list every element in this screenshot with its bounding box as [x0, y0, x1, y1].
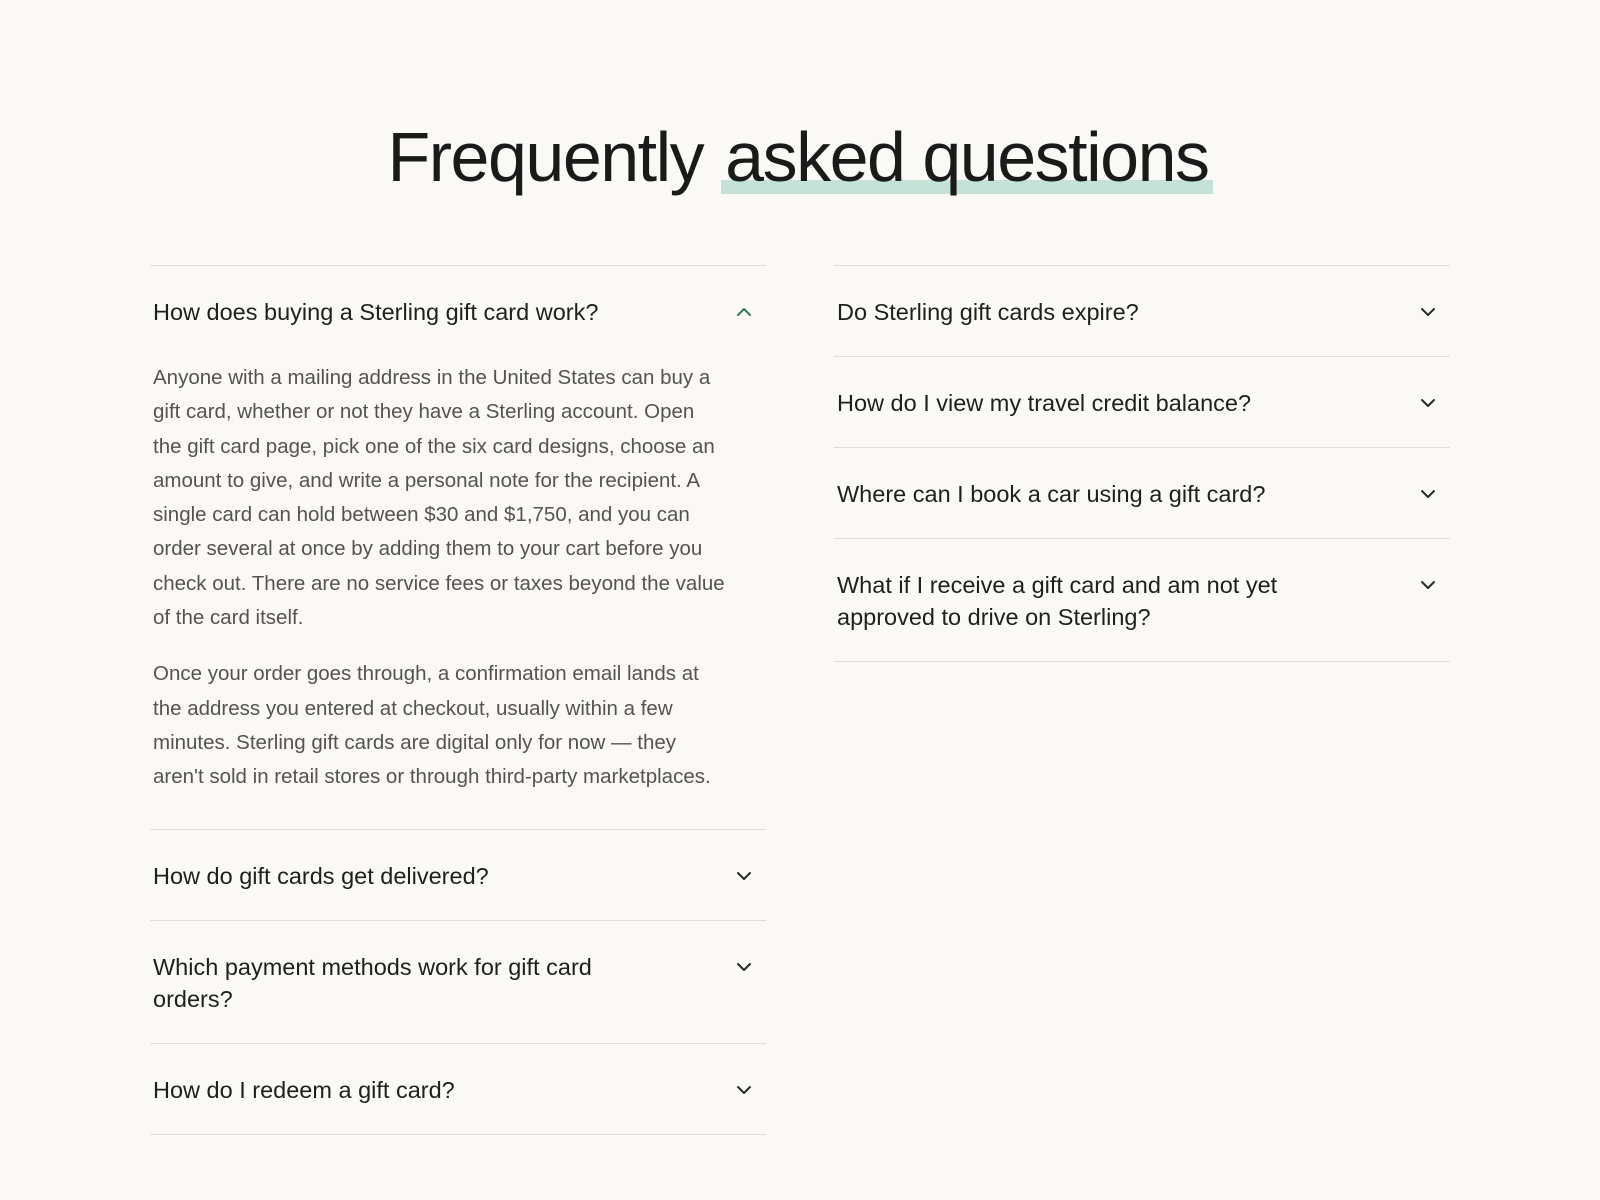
page-title [387, 112, 1212, 202]
faq-question: How does buying a Sterling gift card work? [153, 299, 599, 325]
faq-question: What if I receive a gift card and am not yet approved to drive on Sterling? [837, 572, 1278, 630]
chevron-down-icon[interactable] [1418, 575, 1438, 595]
faq-column-right [834, 265, 1450, 662]
chevron-down-icon[interactable] [1418, 302, 1438, 322]
faq-question-toggle[interactable] [834, 357, 1450, 447]
faq-question-toggle[interactable] [150, 266, 766, 356]
title-highlight: asked questions [721, 118, 1212, 196]
faq-question: Which payment methods work for gift card orders? [153, 953, 592, 1012]
page-header [0, 112, 1600, 202]
chevron-down-icon[interactable] [734, 1080, 754, 1100]
faq-column-left [150, 265, 766, 1135]
faq-answer-paragraph: Anyone with a mailing address in the United States can buy a gift card, whether or not they have a Sterling account. Open the gift card page, pick one of the six card designs, choose an amount to give, and write a personal note for the recipient. A single card can hold between $30 and $1,750, and you can order several at once by adding them to your cart before you check out. There are no service fees or taxes beyond the value of the card itself. [153, 366, 725, 630]
faq-item [150, 265, 766, 829]
faq-question-toggle[interactable] [150, 921, 766, 1043]
faq-item [834, 356, 1450, 447]
faq-question-toggle[interactable] [834, 266, 1450, 356]
faq-answer [150, 356, 766, 829]
faq-question: Where can I book a car using a gift card? [837, 481, 1266, 507]
chevron-down-icon[interactable] [734, 957, 754, 977]
faq-item [834, 447, 1450, 538]
title-part-1: Frequently [387, 118, 704, 196]
faq-item [150, 920, 766, 1043]
faq-question-toggle[interactable] [834, 448, 1450, 538]
chevron-down-icon[interactable] [1418, 393, 1438, 413]
chevron-up-icon[interactable] [734, 302, 754, 322]
faq-answer-paragraph: Once your order goes through, a confirmation email lands at the address you entered at checkout, usually within a few minutes. Sterling gift cards are digital only for now — they aren't sold in retail stores or through third-party marketplaces. [153, 662, 711, 789]
faq-item [150, 829, 766, 920]
faq-item [834, 265, 1450, 356]
faq-item [150, 1043, 766, 1135]
chevron-down-icon[interactable] [734, 866, 754, 886]
faq-question-toggle[interactable] [150, 1044, 766, 1134]
chevron-down-icon[interactable] [1418, 484, 1438, 504]
faq-question: How do I redeem a gift card? [153, 1076, 455, 1103]
faq-item [834, 538, 1450, 662]
faq-question: Do Sterling gift cards expire? [837, 299, 1139, 325]
faq-question-toggle[interactable] [150, 830, 766, 920]
faq-question: How do gift cards get delivered? [153, 862, 489, 889]
faq-question-toggle[interactable] [834, 539, 1450, 661]
faq-question: How do I view my travel credit balance? [837, 390, 1252, 416]
